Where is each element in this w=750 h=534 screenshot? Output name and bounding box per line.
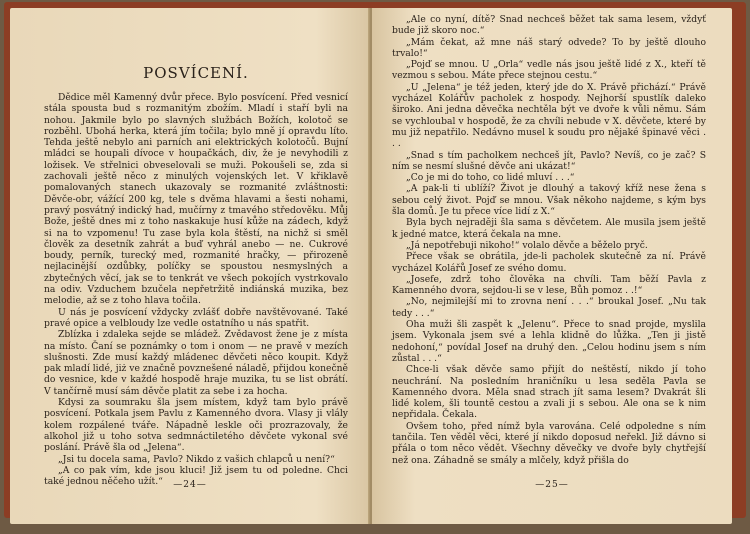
left-page-text xyxy=(44,16,348,487)
paragraph: „Pojď se mnou. U „Orla“ vedle nás jsou ještě lidé z X., kteří tě vezmou s sebou. Máte přece stejnou cestu.“ xyxy=(392,59,706,82)
paragraph: „Co je mi do toho, co lidé mluví . . .“ xyxy=(406,172,575,184)
paragraph: „Ale co nyní, dítě? Snad nechceš běžet tak sama lesem, vždyť bude již skoro noc.“ xyxy=(392,14,706,37)
chapter-title: POSVÍCENÍ. xyxy=(143,64,249,82)
paragraph: Kdysi za soumraku šla jsem místem, když tam bylo právě posvícení. Potkala jsem Pavlu z Kamenného dvora. Vlasy ji vlály kolem rozpálené tváře. Nápadně leskle oči prozrazovaly, že alkohol již u toho sotva sedmnáctiletého děvčete vykonal své poslání. Právě šla od „Jelena“. xyxy=(44,397,348,454)
paragraph: „A co pak vím, kde jsou kluci! Již jsem tu od poledne. Chci také jednou něčeho užít.“ xyxy=(44,464,348,488)
paragraph: Dědice měl Kamenný dvůr přece. Bylo posvícení. Před vesnicí stála spousta bud s rozmanitým zbožím. Mladí i staří byli na nohou. Jakmile bylo po slavných službách Božích, kolotoč se rozběhl. Ubohá herka, která jím točila; bylo mně jí opravdu líto. Tehda ještě nebylo ani parních ani elektrických kolotočů. Bujní mládci se houpali dívoce v houpačkách, div, že je nevyhodili z ložisek. Ve střelnici obveselovali se muži. Pokoušeli se, zda si zachovali ještě něco z minulých vojenských let. V křiklavě pomalovaných stanech ukazovaly se rozmanité zvláštnosti: Děvče-obr, vážící 200 kg, tele s dvěma hlavami a šesti nohami, pravý posvátný indický had, mučírny z tmavého středověku. Můj Bože, ještě dnes mi z toho naskakuje husí kůže na zádech, když si na to vzpomenu! Tu zase byla kola štěstí, na nichž si směl člověk za desetník zahrát a buď vyhrál anebo — ne. Cukrové boudy, perník, turecký med, rozmanité hračky, — přirozeně nejlacinější ozdůbky, políčky se spoustou nesmyslných a zbytečných věcí, jak se to tenkrát ve všech pokojích vystrkovalo na odiv. Vzduchem bzučela nepřetržitě indiánská muzika, bez melodie, až se z toho hlava točila. xyxy=(44,92,348,307)
paragraph: Oha muži šli zaspět k „Jelenu“. Přece to snad projde, myslila jsem. Vykonala jsem své a lehla klidně do lůžka. „Ten ji jistě nedohoní,“ povídal Josef na druhý den. „Celou hodinu jsem s ním zůstal . . .“ xyxy=(392,319,706,364)
page-number: —24— xyxy=(173,480,207,490)
paragraph: „Josefe, zdrž toho člověka na chvíli. Tam běží Pavla z Kamenného dvora, sejdou-li se v lese, Bůh pomoz . .!“ xyxy=(392,273,706,297)
right-page xyxy=(372,8,732,524)
paragraph: „Mám čekat, až mne náš starý odvede? To by ještě dlouho trvalo!“ xyxy=(392,36,706,59)
paragraph: „U „Jelena“ je též jeden, který jde do X. Právě přichází.“ Právě vycházel Kolářův pacholek z hospody. Nejhorší spustlík daleko široko. Ani jedna děvečka nechtěla být ve dvoře k vůli němu. Sám se vychloubal v hospodě, že za chvíli nebude v X. děvčete, které by mu již nepatřilo. Nedávno musel k soudu pro nějaké špinavé věci . . . xyxy=(392,81,706,150)
paragraph: Byla bych nejraději šla sama s děvčetem. Ale musila jsem ještě k jedné matce, která čekala na mne. xyxy=(392,217,706,240)
right-page-text xyxy=(392,14,706,466)
left-page xyxy=(10,8,370,524)
paragraph: „A pak-li ti ublíží? Život je dlouhý a takový kříž nese žena s sebou celý život. Pojď se mnou. Však někoho najdeme, s kým bys šla domů. Je tu přece více lidí z X.“ xyxy=(392,183,706,218)
paragraph: Přece však se obrátila, jde-li pacholek skutečně za ní. Právě vycházel Kolářů Josef ze svého domu. xyxy=(392,251,706,274)
paragraph: „Jsi tu docela sama, Pavlo? Nikdo z vašich chlapců u není?“ xyxy=(58,453,335,465)
paragraph: Ovšem toho, před nímž byla varována. Celé odpoledne s ním tančila. Ten věděl věci, které jí nikdo doposud neřekl. Již dávno si přála o tom něco vědět. Všechny děvečky ve dvoře byly chytřejší než ona. Záhadně se smály a mlčely, když přišla do xyxy=(392,420,706,466)
page-number: —25— xyxy=(535,480,569,490)
paragraph: Chce-li však děvče samo přijít do neštěstí, nikdo jí toho neuchrání. Na posledním hraničníku u lesa seděla Pavla se Kamenného dvora. Měla snad strach jít sama lesem? Dvakrát šli lidé kolem, šli tountě cestou a zvali ji s sebou. Ale ona se k nim nepřidala. Čekala. xyxy=(392,364,706,421)
paragraph: „No, nejmilejší mi to zrovna není . . .“ broukal Josef. „Nu tak tedy . . .“ xyxy=(392,296,706,319)
paragraph: „Snad s tím pacholkem nechceš jít, Pavlo? Nevíš, co je zač? S ním se nesmí slušné děvče ani ukázat!“ xyxy=(392,149,706,172)
paragraph: „Já nepotřebuji nikoho!“ volalo děvče a běželo pryč. xyxy=(406,239,648,251)
paragraph: Zblízka i zdaleka sejde se mládež. Zvědavost žene je z místa na místo. Čaní se poznámky o tom i onom — ne pravě v mezích slušnosti. Zde musí každý mládenec děvčeti něco koupit. Když pak mladí lidé, jiż ve značně povznešené náladě, přijdou konečně do vesnice, kde v každé hospodě hraje muzika, tu se list obrátí. V tančírně musí sám děvče platit za sebe i za hocha. xyxy=(44,329,348,397)
paragraph: U nás je posvícení vždycky zvlášť dobře navštěvované. Také pravé opice a velbloudy lze vedle ostatního u nás spatřit. xyxy=(44,306,348,329)
